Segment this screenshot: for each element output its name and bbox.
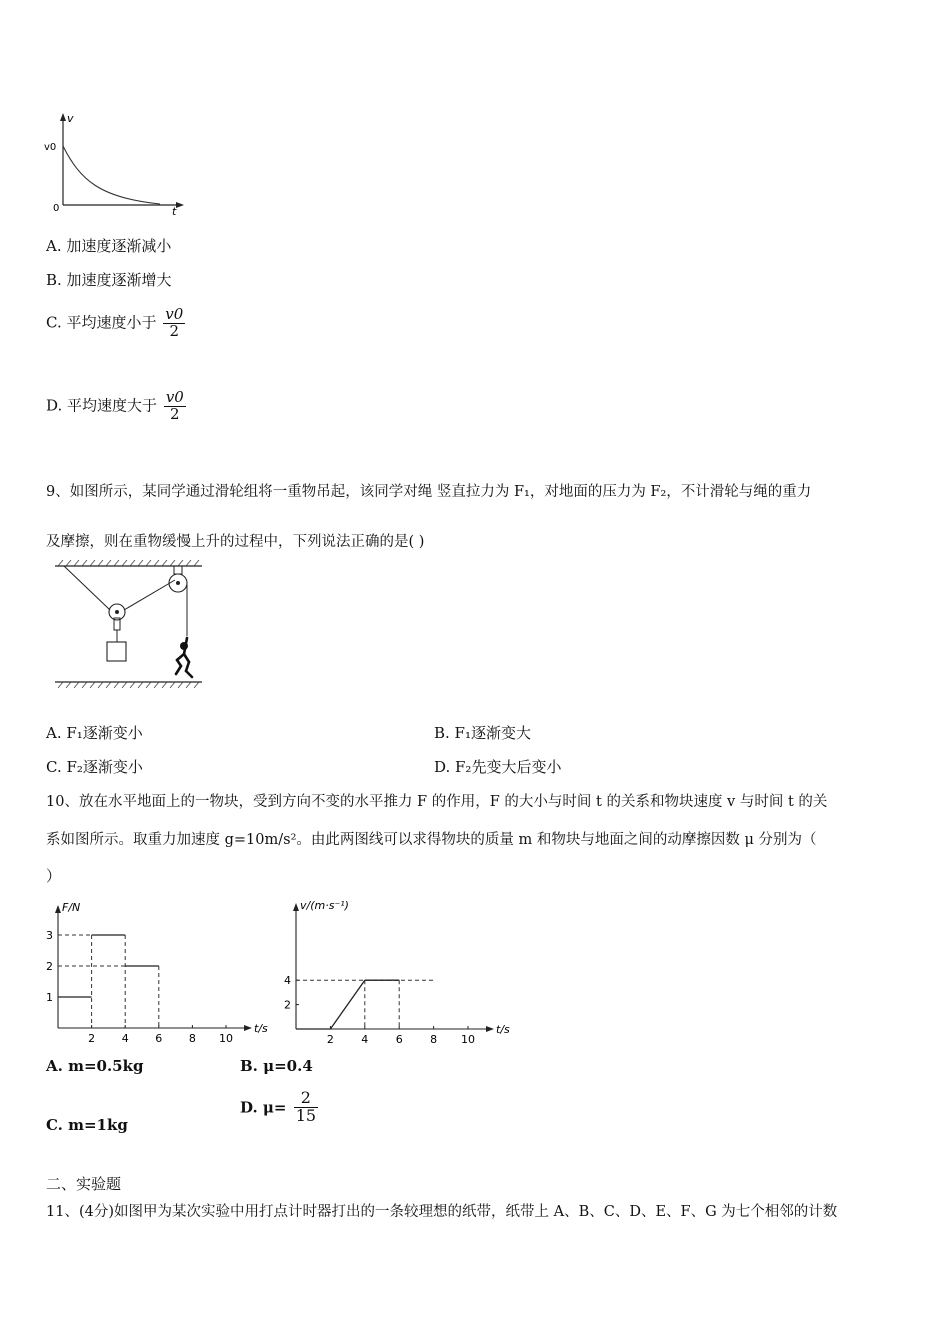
q11-stem-line1: 11、(4分)如图甲为某次实验中用打点计时器打出的一条较理想的纸带，纸带上 A、B、C、D、E、F、G 为七个相邻的计数 bbox=[46, 1204, 838, 1220]
v-label: v bbox=[67, 112, 74, 125]
x-tick-label: 8 bbox=[430, 1033, 438, 1045]
y-axis-label: v/(m·s⁻¹) bbox=[300, 899, 349, 912]
fraction-2-over-15 bbox=[294, 1090, 318, 1125]
ground-hatch bbox=[58, 682, 199, 688]
fraction-denominator: 2 bbox=[169, 321, 180, 340]
q8-option-d bbox=[46, 390, 186, 423]
vt-decay-figure bbox=[40, 110, 190, 220]
fraction-numerator: v0 bbox=[165, 305, 184, 323]
section-title: 二、实验题 bbox=[46, 1175, 122, 1193]
y-axis-arrow bbox=[55, 905, 61, 913]
y-tick-label: 1 bbox=[46, 991, 53, 1004]
velocity-segment bbox=[330, 980, 364, 1029]
q9-option-b: B. F₁逐渐变大 bbox=[434, 724, 531, 742]
fraction-numerator: v0 bbox=[165, 388, 184, 406]
fraction-numerator: 2 bbox=[294, 1090, 318, 1108]
t-axis-arrow bbox=[176, 202, 184, 208]
ceiling-hatch bbox=[58, 560, 199, 566]
fraction-v0-over-2 bbox=[163, 307, 185, 340]
origin-label: 0 bbox=[53, 203, 60, 214]
q10-stem-line2: 系如图所示。取重力加速度 g=10m/s²。由此两图线可以求得物块的质量 m 和物块与地面之间的动摩擦因数 μ 分别为（ bbox=[46, 832, 817, 848]
fraction-denominator: 2 bbox=[170, 404, 180, 423]
person-pulling-figure bbox=[176, 638, 192, 677]
x-axis-label: t/s bbox=[496, 1023, 510, 1036]
decay-curve bbox=[63, 146, 160, 204]
x-tick-label: 8 bbox=[188, 1032, 196, 1045]
q10-option-a: A. m=0.5kg bbox=[46, 1057, 144, 1075]
q10-option-b: B. μ=0.4 bbox=[240, 1057, 313, 1075]
q9-option-d: D. F₂先变大后变小 bbox=[434, 758, 562, 776]
weight-block bbox=[107, 642, 126, 661]
x-tick-label: 6 bbox=[155, 1032, 163, 1045]
y-axis-label: F/N bbox=[62, 901, 81, 914]
rope-middle bbox=[124, 580, 175, 610]
y-tick-label: 2 bbox=[284, 998, 291, 1012]
q9-stem-line2: 及摩擦，则在重物缓慢上升的过程中，下列说法正确的是( ) bbox=[46, 534, 425, 550]
x-tick-label: 10 bbox=[461, 1033, 475, 1045]
q10-stem-line3: ） bbox=[46, 867, 62, 885]
x-tick-label: 4 bbox=[361, 1033, 369, 1045]
q8-option-a: A. 加速度逐渐减小 bbox=[46, 237, 172, 255]
x-tick-label: 6 bbox=[395, 1033, 403, 1045]
q9-option-a: A. F₁逐渐变小 bbox=[46, 724, 143, 742]
x-tick-label: 10 bbox=[219, 1032, 233, 1045]
v-axis-arrow bbox=[60, 113, 66, 121]
rope-left bbox=[64, 566, 110, 610]
x-tick-label: 2 bbox=[326, 1033, 334, 1045]
q8-option-c bbox=[46, 307, 185, 340]
fixed-pulley-mount bbox=[174, 566, 182, 574]
x-tick-label: 2 bbox=[88, 1032, 96, 1045]
q10-option-d-text: D. μ= bbox=[240, 1098, 287, 1117]
q9-option-c: C. F₂逐渐变小 bbox=[46, 758, 143, 776]
y-axis-arrow bbox=[293, 903, 299, 911]
v0-label: v0 bbox=[44, 142, 57, 153]
x-tick-label: 4 bbox=[121, 1032, 129, 1045]
x-axis-arrow bbox=[244, 1025, 252, 1031]
q8-option-c-text: C. 平均速度小于 bbox=[46, 313, 157, 332]
q10-option-c: C. m=1kg bbox=[46, 1116, 128, 1134]
q10-option-d bbox=[240, 1090, 318, 1125]
q10-stem-line1: 10、放在水平地面上的一物块，受到方向不变的水平推力 F 的作用，F 的大小与时间 t 的关系和物块速度 v 与时间 t 的关 bbox=[46, 794, 828, 810]
q8-option-b: B. 加速度逐渐增大 bbox=[46, 271, 172, 289]
y-tick-label: 4 bbox=[284, 974, 291, 988]
q9-stem-line1: 9、如图所示，某同学通过滑轮组将一重物吊起，该同学对绳 竖直拉力为 F₁，对地面的压力为 F₂，不计滑轮与绳的重力 bbox=[46, 484, 812, 500]
x-axis-label: t/s bbox=[254, 1022, 268, 1035]
y-tick-label: 3 bbox=[46, 929, 53, 942]
force-time-chart bbox=[40, 895, 280, 1045]
pulley-figure bbox=[50, 558, 210, 693]
fraction-v0-over-2 bbox=[164, 390, 186, 423]
y-tick-label: 2 bbox=[46, 960, 53, 973]
fraction-denominator: 15 bbox=[295, 1105, 317, 1125]
t-label: t bbox=[172, 205, 177, 218]
q8-option-d-text: D. 平均速度大于 bbox=[46, 396, 158, 415]
velocity-time-chart bbox=[278, 893, 518, 1045]
x-axis-arrow bbox=[486, 1026, 494, 1032]
